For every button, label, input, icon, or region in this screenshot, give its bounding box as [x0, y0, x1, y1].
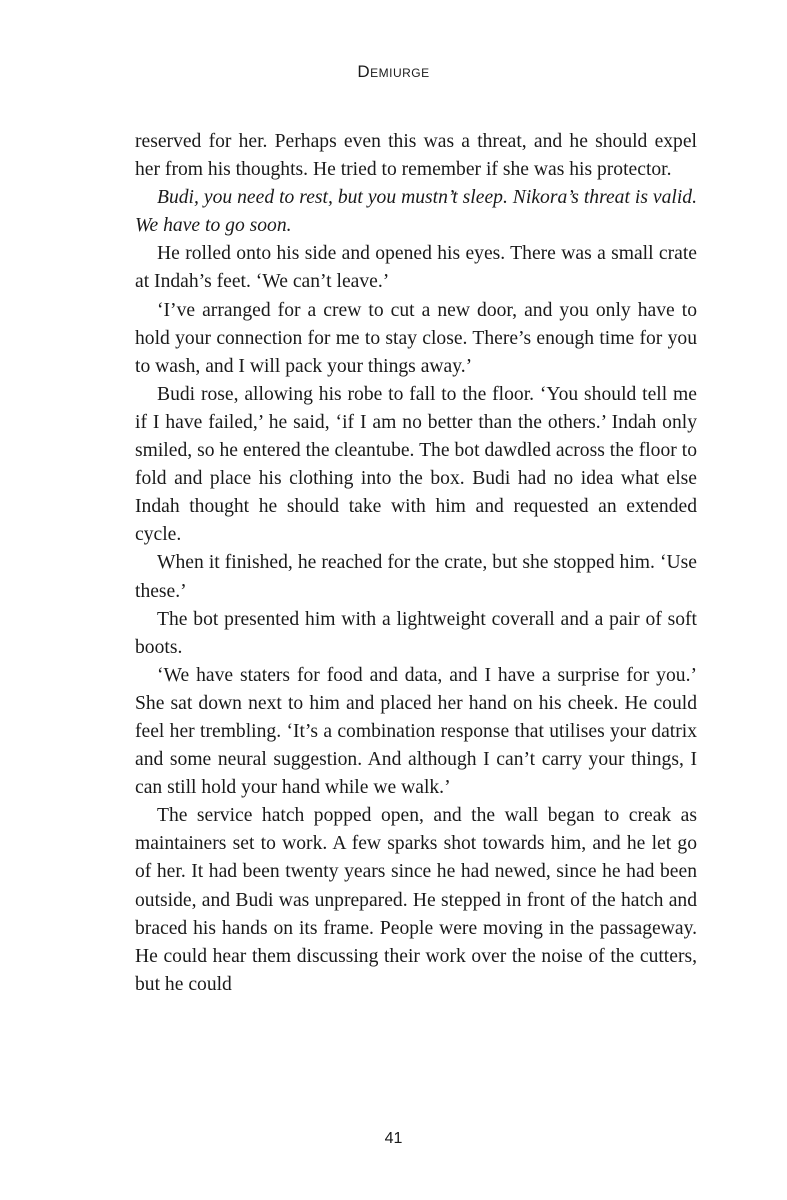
paragraph-6: When it finished, he reached for the crate, but she stopped him. ‘Use these.’: [135, 552, 697, 602]
paragraph-9: The service hatch popped open, and the wall began to creak as maintainers set to work. A few sparks shot towards him, and he let go of her. It had been twenty years since he had newed, since he had been outside, and Budi was unprepared. He stepped in front of the hatch and braced his hands on its frame. People were moving in the passageway. He could hear them discussing their work over the noise of the cutters, but he could: [135, 805, 697, 995]
paragraph-3: He rolled onto his side and opened his eyes. There was a small crate at Indah’s feet. ‘We can’t leave.’: [135, 243, 697, 293]
running-head: Demiurge: [357, 62, 430, 81]
paragraph-5: Budi rose, allowing his robe to fall to the floor. ‘You should tell me if I have failed,’ he said, ‘if I am no better than the others.’ Indah only smiled, so he entered the cleantube. The bot dawdled across the floor to fold and place his clothing into the box. Budi had no idea what else Indah thought he should take with him and requested an extended cycle.: [135, 383, 697, 546]
page-number: 41: [384, 1130, 403, 1147]
paragraph-7: The bot presented him with a lightweight coverall and a pair of soft boots.: [135, 608, 697, 658]
paragraph-8: ‘We have staters for food and data, and I have a surprise for you.’ She sat down next to him and placed her hand on his cheek. He could feel her trembling. ‘It’s a combination response that utilises your datrix and some neural suggestion. And although I can’t carry your things, I can still hold your hand while we walk.’: [135, 664, 697, 799]
paragraph-4: ‘I’ve arranged for a crew to cut a new door, and you only have to hold your connection for me to stay close. There’s enough time for you to wash, and I will pack your things away.’: [135, 299, 697, 377]
paragraph-2-italic-thought: Budi, you need to rest, but you mustn’t sleep. Nikora’s threat is valid. We have to go soon.: [135, 187, 697, 237]
body-text: [135, 128, 697, 999]
paragraph-1: reserved for her. Perhaps even this was a threat, and he should expel her from his thoughts. He tried to remember if she was his protector.: [135, 131, 697, 181]
